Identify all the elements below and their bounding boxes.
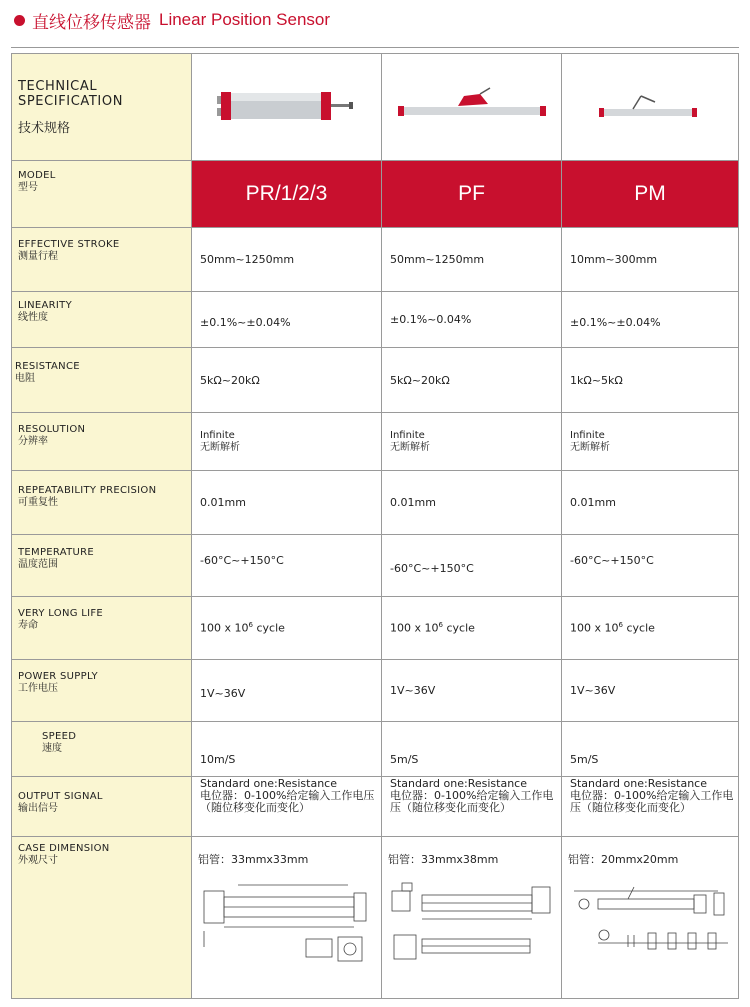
temperature-value: -60°C~+150°C	[562, 535, 739, 597]
case-cell-pm	[562, 837, 739, 999]
page-heading	[14, 8, 330, 32]
product-image-cell-pf	[382, 54, 562, 161]
resistance-value: 5kΩ~20kΩ	[382, 348, 562, 413]
bullet-dot-icon	[14, 15, 25, 26]
model-cell-pm: PM	[562, 161, 739, 228]
product-image-cell-pm	[562, 54, 739, 161]
row-label-repeatability: REPEATABILITY PRECISION 可重复性	[12, 471, 192, 535]
table-row	[12, 54, 739, 161]
repeatability-value: 0.01mm	[562, 471, 739, 535]
row-label-life: VERY LONG LIFE 寿命	[12, 597, 192, 660]
corner-title-zh: 技术规格	[18, 120, 71, 136]
table-row	[12, 837, 739, 999]
heading-divider	[11, 47, 739, 48]
row-label-output: OUTPUT SIGNAL 输出信号	[12, 777, 192, 837]
table-row	[12, 660, 739, 722]
table-row	[12, 228, 739, 292]
resistance-value: 5kΩ~20kΩ	[192, 348, 382, 413]
output-value: Standard one:Resistance 电位器：0-100%给定输入工作电压（随位移变化而变化）	[382, 777, 562, 837]
life-value: 100 x $10^6$ cycle	[192, 597, 382, 660]
product-pf-image	[392, 82, 552, 132]
corner-title-en-1: TECHNICAL	[18, 78, 98, 94]
resistance-value: 1kΩ~5kΩ	[562, 348, 739, 413]
resolution-value: Infinite 无断解析	[562, 413, 739, 471]
product-pr-image	[212, 82, 362, 132]
stroke-value: 50mm~1250mm	[382, 228, 562, 292]
speed-value: 5m/S	[382, 722, 562, 777]
temperature-value: -60°C~+150°C	[382, 535, 562, 597]
model-cell-pr: PR/1/2/3	[192, 161, 382, 228]
dimension-drawing-pf	[388, 877, 558, 987]
linearity-value: ±0.1%~0.04%	[382, 292, 562, 348]
product-pm-image	[595, 82, 705, 132]
output-value: Standard one:Resistance 电位器：0-100%给定输入工作电压（随位移变化而变化）	[192, 777, 382, 837]
resolution-value: Infinite 无断解析	[382, 413, 562, 471]
stroke-value: 10mm~300mm	[562, 228, 739, 292]
table-row	[12, 413, 739, 471]
table-row	[12, 471, 739, 535]
heading-zh: 直线位移传感器	[32, 12, 151, 33]
table-row	[12, 535, 739, 597]
heading-en: Linear Position Sensor	[159, 10, 331, 29]
row-label-case: CASE DIMENSION 外观尺寸	[12, 837, 192, 999]
corner-cell	[12, 54, 192, 161]
table-row	[12, 161, 739, 228]
dimension-drawing-pr	[198, 877, 376, 987]
table-row	[12, 292, 739, 348]
resolution-value: Infinite 无断解析	[192, 413, 382, 471]
table-row	[12, 722, 739, 777]
power-value: 1V~36V	[382, 660, 562, 722]
speed-value: 5m/S	[562, 722, 739, 777]
speed-value: 10m/S	[192, 722, 382, 777]
linearity-value: ±0.1%~±0.04%	[192, 292, 382, 348]
table-row	[12, 597, 739, 660]
repeatability-value: 0.01mm	[382, 471, 562, 535]
row-label-linearity: LINEARITY 线性度	[12, 292, 192, 348]
corner-title-en-2: SPECIFICATION	[18, 93, 124, 109]
row-label-power: POWER SUPPLY 工作电压	[12, 660, 192, 722]
life-value: 100 x $10^6$ cycle	[382, 597, 562, 660]
stroke-value: 50mm~1250mm	[192, 228, 382, 292]
spec-table	[11, 53, 739, 999]
power-value: 1V~36V	[562, 660, 739, 722]
linearity-value: ±0.1%~±0.04%	[562, 292, 739, 348]
repeatability-value: 0.01mm	[192, 471, 382, 535]
row-label-temperature: TEMPERATURE 温度范围	[12, 535, 192, 597]
case-value: 铝管：20mmx20mm	[568, 853, 679, 866]
table-row	[12, 348, 739, 413]
row-label-model: MODEL 型号	[12, 161, 192, 228]
dimension-drawing-pm	[568, 877, 736, 987]
row-label-stroke: EFFECTIVE STROKE 测量行程	[12, 228, 192, 292]
model-cell-pf: PF	[382, 161, 562, 228]
case-value: 铝管：33mmx33mm	[198, 853, 309, 866]
life-value: 100 x $10^6$ cycle	[562, 597, 739, 660]
row-label-resolution: RESOLUTION 分辨率	[12, 413, 192, 471]
case-cell-pr	[192, 837, 382, 999]
case-value: 铝管：33mmx38mm	[388, 853, 499, 866]
case-cell-pf	[382, 837, 562, 999]
power-value: 1V~36V	[192, 660, 382, 722]
table-row	[12, 777, 739, 837]
row-label-speed: SPEED 速度	[12, 722, 192, 777]
output-value: Standard one:Resistance 电位器：0-100%给定输入工作电压（随位移变化而变化）	[562, 777, 739, 837]
row-label-resistance: RESISTANCE 电阻	[12, 348, 192, 413]
temperature-value: -60°C~+150°C	[192, 535, 382, 597]
product-image-cell-pr	[192, 54, 382, 161]
